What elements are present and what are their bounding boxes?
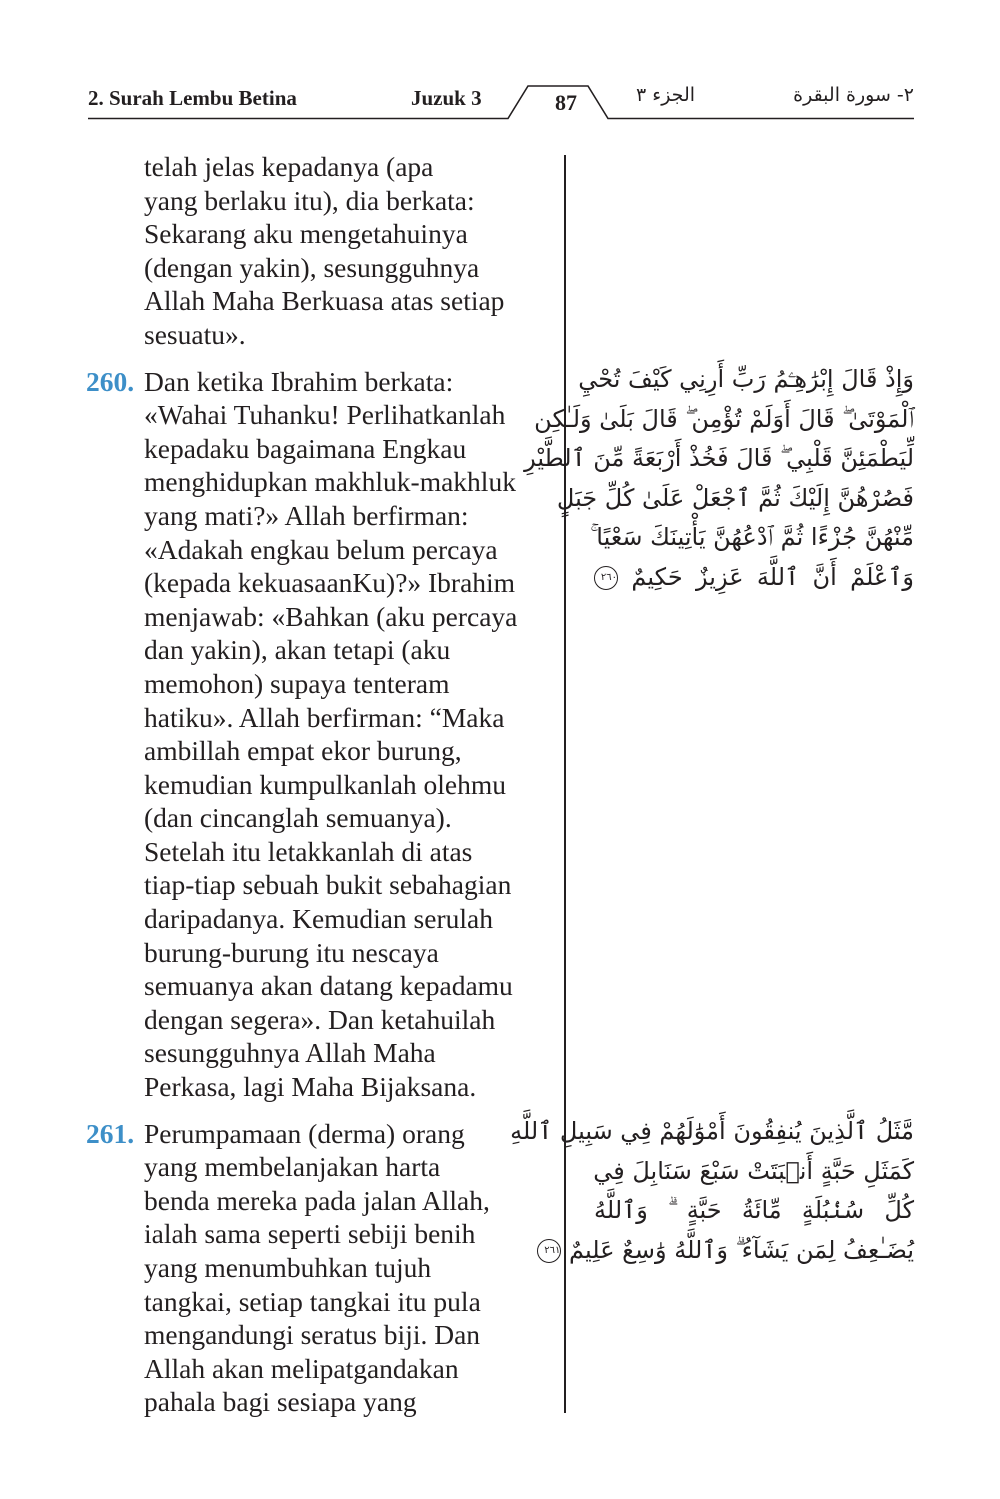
text-line: yang mati?» Allah berfirman: xyxy=(144,499,469,531)
verse-261-arabic xyxy=(510,1112,914,1270)
text-line: Perkasa, lagi Maha Bijaksana. xyxy=(144,1071,477,1103)
text-line: Sekarang aku mengetahuinya xyxy=(144,218,468,250)
text-line: menghidupkan makhluk-makhluk xyxy=(144,466,516,498)
text-line: telah jelas kepadanya (apa xyxy=(144,151,434,182)
text-line: ialah sama seperti sebiji benih xyxy=(144,1218,476,1250)
text-line: (dengan yakin), sesungguhnya xyxy=(144,251,480,283)
text-line: ambillah empat ekor burung, xyxy=(144,735,462,767)
verse-260-arabic xyxy=(524,360,914,597)
continuation-paragraph xyxy=(86,150,556,352)
ayah-end-marker: ٢٦١ xyxy=(537,1239,561,1263)
surah-title-latin: 2. Surah Lembu Betina xyxy=(88,86,297,110)
text-line: Dan ketika Ibrahim berkata: xyxy=(144,365,454,397)
arabic-line: يُضَـٰعِفُ لِمَن يَشَآءُ ۗ وَٱللَّهُ وَٰسِعٌ عَلِيمٌ xyxy=(569,1235,914,1264)
verse-number: 260. xyxy=(86,365,135,397)
text-line: kepadaku bagaimana Engkau xyxy=(144,432,467,464)
text-line: (kepada kekuasaanKu)?» Ibrahim xyxy=(144,567,516,599)
arabic-line: مِّنْهُنَّ جُزْءًا ثُمَّ ٱدْعُهُنَّ يَأْتِينَكَ سَعْيًا ۚ xyxy=(590,523,914,551)
text-line: menjawab: «Bahkan (aku percaya xyxy=(144,600,518,632)
translation-column xyxy=(86,150,556,1419)
text-line: tiap-tiap sebuah bukit sebahagian xyxy=(144,869,512,901)
text-line: kemudian kumpulkanlah olehmu xyxy=(144,768,507,800)
text-line: Setelah itu letakkanlah di atas xyxy=(144,835,473,867)
text-line: memohon) supaya tenteram xyxy=(144,667,450,699)
juz-label-arabic: الجزء ٣ xyxy=(636,84,696,106)
text-line: (dan cincanglah semuanya). xyxy=(144,802,452,834)
arabic-line: ٱلْمَوْتَىٰ ۖ قَالَ أَوَلَمْ تُؤْمِن ۖ قَالَ بَلَىٰ وَلَـٰكِن xyxy=(534,404,914,433)
text-line: «Adakah engkau belum percaya xyxy=(144,533,498,565)
text-line: Allah akan melipatgandakan xyxy=(144,1352,459,1384)
arabic-line: لِّيَطْمَئِنَّ قَلْبِي ۖ قَالَ فَخُذْ أَرْبَعَةً مِّنَ ٱلطَّيْرِ xyxy=(524,444,914,472)
text-line: dan yakin), akan tetapi (aku xyxy=(144,634,451,666)
text-line: Perumpamaan (derma) orang xyxy=(144,1117,465,1149)
text-line: sesuatu». xyxy=(144,318,246,350)
page-number: 87 xyxy=(555,90,577,115)
arabic-line: كُلِّ سُنۢبُلَةٍ مِّائَةُ حَبَّةٍ ۗ وَٱللَّهُ xyxy=(594,1196,914,1224)
text-line: sesungguhnya Allah Maha xyxy=(144,1037,436,1069)
text-line: semuanya akan datang kepadamu xyxy=(144,970,513,1002)
text-line: «Wahai Tuhanku! Perlihatkanlah xyxy=(144,399,506,431)
arabic-line-last xyxy=(594,558,914,598)
page-header xyxy=(88,78,914,120)
arabic-line-last xyxy=(544,1231,914,1271)
verse-260-translation xyxy=(86,365,556,1104)
text-line: tangkai, setiap tangkai itu pula xyxy=(144,1285,481,1317)
arabic-line: وَٱعْلَمْ أَنَّ ٱللَّهَ عَزِيزٌ حَكِيمٌ xyxy=(631,562,914,591)
text-line: Allah Maha Berkuasa atas setiap xyxy=(144,285,505,317)
text-line: burung-burung itu nescaya xyxy=(144,936,439,968)
juzuk-label: Juzuk 3 xyxy=(411,86,482,110)
text-line: hatiku». Allah berfirman: “Maka xyxy=(144,701,505,733)
surah-title-arabic: ٢- سورة البقرة xyxy=(793,84,914,106)
verse-number: 261. xyxy=(86,1117,135,1149)
text-line: daripadanya. Kemudian serulah xyxy=(144,903,493,935)
arabic-line: فَصُرْهُنَّ إِلَيْكَ ثُمَّ ٱجْعَلْ عَلَىٰ كُلِّ جَبَلٍ xyxy=(556,483,914,512)
arabic-line: مَّثَلُ ٱلَّذِينَ يُنفِقُونَ أَمْوَٰلَهُمْ فِي سَبِيلِ ٱللَّهِ xyxy=(510,1117,914,1145)
ayah-end-marker: ٢٦٠ xyxy=(594,566,618,590)
text-line: mengandungi seratus biji. Dan xyxy=(144,1319,481,1351)
text-line: yang menumbuhkan tujuh xyxy=(144,1252,432,1283)
verse-261-translation xyxy=(86,1117,556,1419)
text-line: yang membelanjakan harta xyxy=(144,1151,441,1183)
text-line: dengan segera». Dan ketahuilah xyxy=(144,1003,496,1035)
arabic-line: وَإِذْ قَالَ إِبْرَٰهِـۧمُ رَبِّ أَرِنِي كَيْفَ تُحْيِ xyxy=(578,365,914,393)
text-line: yang berlaku itu), dia berkata: xyxy=(144,184,475,216)
arabic-line: كَمَثَلِ حَبَّةٍ أَنۢبَتَتْ سَبْعَ سَنَابِلَ فِي xyxy=(593,1156,914,1185)
column-divider xyxy=(564,155,566,1413)
text-line: benda mereka pada jalan Allah, xyxy=(144,1184,490,1216)
text-line: pahala bagi sesiapa yang xyxy=(144,1386,417,1418)
